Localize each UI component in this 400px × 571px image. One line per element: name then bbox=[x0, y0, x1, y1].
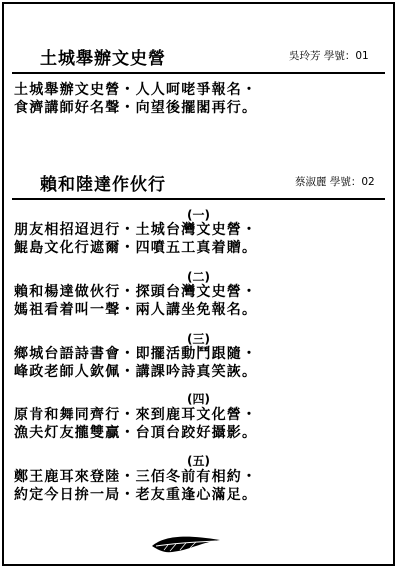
poem1-rule bbox=[12, 72, 385, 74]
section-heading-4: (四) bbox=[187, 392, 210, 406]
poem1-title: 土城舉辦文史營 bbox=[40, 49, 166, 69]
section-4-line-1: 原肯和舞同齊行・來到鹿耳文化營・ bbox=[14, 407, 258, 423]
section-heading-5: (五) bbox=[187, 454, 210, 468]
poem-page bbox=[2, 2, 395, 566]
section-5-line-1: 鄭王鹿耳來登陸・三佰冬前有相約・ bbox=[14, 469, 258, 485]
poem1-line-1: 土城舉辦文史營・人人呵咾爭報名・ bbox=[14, 82, 258, 98]
poem1-author: 吳玲芳 學號：01 bbox=[289, 50, 369, 62]
section-3-line-1: 鄉城台語詩書會・即擺活動鬥跟隨・ bbox=[14, 346, 258, 362]
section-heading-1: (一) bbox=[187, 208, 210, 222]
section-2-line-2: 媽祖看着叫一聲・兩人講坐免報名。 bbox=[14, 302, 258, 318]
section-5-line-2: 約定今日拚一局・老友重逢心滿足。 bbox=[14, 487, 258, 503]
section-4-line-2: 漁夫灯友攏雙贏・台頂台跤好攝影。 bbox=[14, 425, 258, 441]
feather-ornament-icon bbox=[150, 532, 222, 554]
poem2-rule bbox=[12, 198, 385, 200]
section-2-line-1: 賴和楊達做伙行・探頭台灣文史營・ bbox=[14, 284, 258, 300]
section-1-line-2: 鯤島文化行遮爾・四噴五工真着贈。 bbox=[14, 240, 258, 256]
section-3-line-2: 峰政老師人欽佩・講課吟詩真笑詼。 bbox=[14, 364, 258, 380]
poem2-author: 蔡淑麗 學號：02 bbox=[295, 176, 375, 188]
section-heading-2: (二) bbox=[187, 270, 210, 284]
poem2-title: 賴和陸達作伙行 bbox=[40, 175, 166, 195]
section-heading-3: (三) bbox=[187, 332, 210, 346]
section-1-line-1: 朋友相招迢迌行・土城台灣文史營・ bbox=[14, 222, 258, 238]
poem1-line-2: 食濟講師好名聲・向望後擺閣再行。 bbox=[14, 100, 258, 116]
